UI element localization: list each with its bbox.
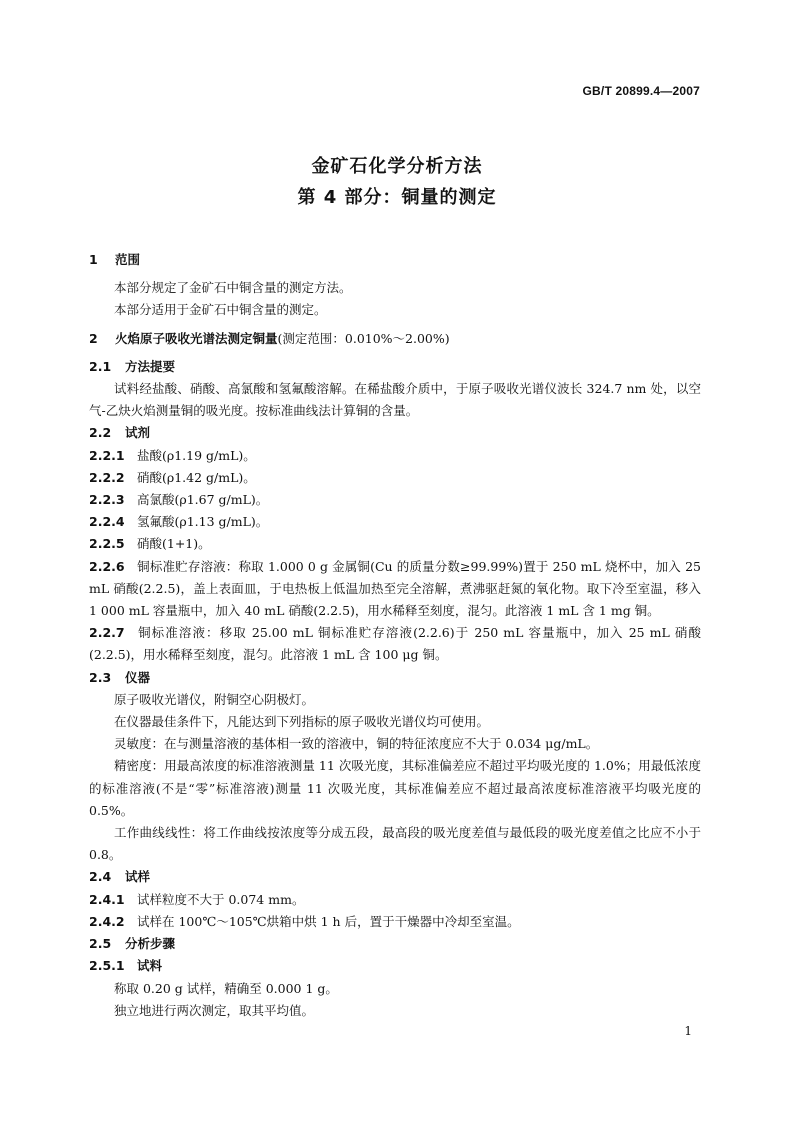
item-text: 高氯酸(ρ1.67 g/mL)。 — [137, 492, 269, 508]
section-number: 2.3 — [89, 669, 112, 685]
measurement-range: (测定范围：0.010%～2.00%) — [277, 330, 450, 346]
item-number: 2.2.5 — [89, 536, 125, 552]
section-1-heading — [89, 249, 701, 271]
paragraph: 在仪器最佳条件下，凡能达到下列指标的原子吸收光谱仪均可使用。 — [114, 714, 490, 730]
item-text: 硝酸(1+1)。 — [137, 536, 211, 552]
item-number: 2.2.1 — [89, 447, 125, 463]
paragraph: 原子吸收光谱仪，附铜空心阴极灯。 — [114, 691, 315, 707]
paragraph: 灵敏度：在与测量溶液的基体相一致的溶液中，铜的特征浓度应不大于 0.034 μg/mL。 — [114, 736, 599, 752]
section-title: 试样 — [125, 869, 151, 885]
paragraph: 试料经盐酸、硝酸、高氯酸和氢氟酸溶解。在稀盐酸介质中，于原子吸收光谱仪波长 324.7 nm 处，以空气-乙炔火焰测量铜的吸光度。按标准曲线法计算铜的含量。 — [89, 381, 701, 419]
item-text: 氢氟酸(ρ1.13 g/mL)。 — [137, 514, 269, 530]
reagent-item — [89, 556, 701, 623]
reagent-item — [89, 511, 701, 533]
subsection-2-1-heading — [89, 356, 701, 378]
document-subtitle: 第 4 部分：铜量的测定 — [297, 187, 497, 208]
item-number: 2.2.4 — [89, 514, 125, 530]
page-number: 1 — [684, 1024, 692, 1038]
sample-item — [89, 889, 701, 911]
paragraph: 工作曲线线性：将工作曲线按浓度等分成五段，最高段的吸光度差值与最低段的吸光度差值之比应不小于 0.8。 — [89, 825, 701, 863]
subsection-2-5-heading — [89, 933, 701, 955]
sample-item — [89, 911, 701, 933]
section-number: 2 — [89, 330, 98, 346]
reagent-item — [89, 533, 701, 555]
item-number: 2.2.3 — [89, 492, 125, 508]
subsection-2-4-heading — [89, 866, 701, 888]
item-text: 铜标准贮存溶液：称取 1.000 0 g 金属铜(Cu 的质量分数≥99.99%)置于 250 mL 烧杯中，加入 25 mL 硝酸(2.2.5)，盖上表面皿，于电热板上低温加热至完全溶解，煮沸驱赶氮的氧化物。取下冷至室温，移入 1 000 mL 容量瓶中，加入 40 mL 硝酸(2.2.5)，用水稀释至刻度，混匀。此溶液 1 mL 含 1 mg 铜。 — [89, 558, 701, 619]
reagent-item — [89, 467, 701, 489]
item-number: 2.2.7 — [89, 625, 125, 641]
subsection-2-2-heading — [89, 422, 701, 444]
section-number: 2.4 — [89, 869, 112, 885]
section-title: 范围 — [115, 252, 141, 267]
item-text: 硝酸(ρ1.42 g/mL)。 — [137, 469, 256, 485]
section-2-heading — [89, 328, 701, 350]
section-number: 2.2 — [89, 425, 112, 441]
reagent-item — [89, 489, 701, 511]
item-number: 2.2.2 — [89, 469, 125, 485]
item-text: 铜标准溶液：移取 25.00 mL 铜标准贮存溶液(2.2.6)于 250 mL 容量瓶中，加入 25 mL 硝酸(2.2.5)，用水稀释至刻度，混匀。此溶液 1 mL 含 100 μg 铜。 — [89, 625, 701, 663]
section-number: 2.1 — [89, 358, 112, 374]
item-text: 试样在 100℃～105℃烘箱中烘 1 h 后，置于干燥器中冷却至室温。 — [137, 913, 520, 929]
subsection-2-3-heading — [89, 667, 701, 689]
paragraph: 本部分规定了金矿石中铜含量的测定方法。 — [114, 280, 352, 296]
reagent-item — [89, 622, 701, 666]
item-number: 2.4.1 — [89, 891, 125, 907]
section-number: 1 — [89, 252, 98, 267]
section-number: 2.5.1 — [89, 958, 125, 974]
item-number: 2.4.2 — [89, 913, 125, 929]
paragraph: 独立地进行两次测定，取其平均值。 — [114, 1002, 315, 1018]
document-body — [89, 249, 701, 1022]
paragraph: 精密度：用最高浓度的标准溶液测量 11 次吸光度，其标准偏差应不超过平均吸光度的 1.0%；用最低浓度的标准溶液(不是“零”标准溶液)测量 11 次吸光度，其标准偏差应不超过最高浓度标准溶液平均吸光度的 0.5%。 — [89, 758, 701, 818]
section-title: 火焰原子吸收光谱法测定铜量 — [115, 330, 278, 346]
section-number: 2.5 — [89, 936, 112, 952]
subsection-2-5-1-heading — [89, 955, 701, 977]
item-text: 试样粒度不大于 0.074 mm。 — [137, 891, 305, 907]
document-title: 金矿石化学分析方法 — [311, 156, 483, 177]
paragraph: 本部分适用于金矿石中铜含量的测定。 — [114, 302, 327, 318]
section-title: 仪器 — [125, 669, 151, 685]
item-number: 2.2.6 — [89, 558, 125, 574]
section-title: 试料 — [137, 958, 163, 974]
standard-code: GB/T 20899.4—2007 — [582, 84, 700, 98]
paragraph: 称取 0.20 g 试样，精确至 0.000 1 g。 — [114, 980, 338, 996]
section-title: 方法提要 — [125, 358, 176, 374]
reagent-item — [89, 445, 701, 467]
section-title: 分析步骤 — [125, 936, 176, 952]
section-title: 试剂 — [125, 425, 151, 441]
item-text: 盐酸(ρ1.19 g/mL)。 — [137, 447, 256, 463]
